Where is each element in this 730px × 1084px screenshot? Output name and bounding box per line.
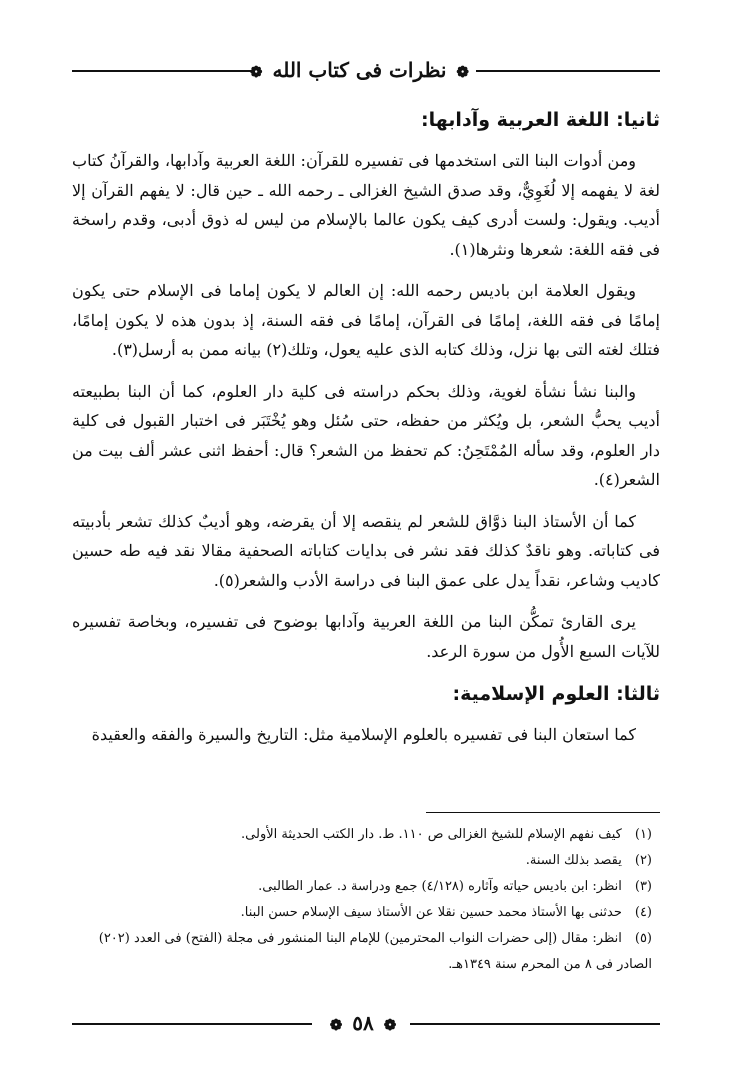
- header-rule-left: [72, 70, 254, 72]
- page-footer: [72, 1010, 660, 1040]
- header-rule-right: [476, 70, 660, 72]
- footnote-number: (٢): [634, 853, 652, 868]
- paragraph: كما أن الأستاذ البنا ذوَّاق للشعر لم ينقصه إلا أن يقرضه، وهو أديبٌ كذلك تشعر بأدبيته فى كتاباته. وهو ناقدٌ كذلك فقد نشر فى بدايات كتاباته الصحفية مقالا نقد فيه طه حسين كاديب وشاعر، نقداً يدل على عمق البنا فى دراسة الأدب والشعر(٥).: [72, 511, 661, 590]
- paragraph: ويقول العلامة ابن باديس رحمه الله: إن العالم لا يكون إماما فى الإسلام حتى يكون إمامًا فى فقه اللغة، إمامًا فى القرآن، إمامًا فى فقه السنة، إذ بدون هذه لا يكون إمامًا، فتلك لغته التى بها نزل، وذلك كتابه الذى عليه يعول، وتلك(٢) بيانه ممن به أرسل(٣).: [72, 281, 660, 359]
- footnote-text: انظر: مقال (إلى حضرات النواب المحترمين) للإمام البنا المنشور فى مجلة (الفتح) فى العدد (٢٠٢) الصادر فى ٨ من المحرم سنة ١٣٤٩هـ.: [98, 931, 652, 972]
- header-title-block: [249, 56, 472, 86]
- footnote: [72, 874, 660, 900]
- book-page: [72, 0, 660, 1084]
- footer-rule-right: [410, 1023, 660, 1025]
- section-heading-islamic: ثالثا: العلوم الإسلامية:: [452, 683, 660, 705]
- footnote-text: انظر: ابن باديس حياته وآثاره (٤/١٢٨) جمع ودراسة د. عمار الطالبى.: [258, 879, 622, 894]
- footnotes: [72, 822, 660, 978]
- page-number: ٥٨: [352, 1011, 374, 1035]
- paragraph: كما استعان البنا فى تفسيره بالعلوم الإسلامية مثل: التاريخ والسيرة والفقه والعقيدة: [91, 725, 636, 744]
- book-title: نظرات فى كتاب الله: [272, 58, 447, 82]
- footer-rule-left: [72, 1023, 312, 1025]
- footnote: [72, 926, 660, 978]
- running-header: [72, 56, 660, 86]
- footnote: [72, 900, 660, 926]
- page-number-block: [318, 1010, 408, 1038]
- paragraph: والبنا نشأ نشأة لغوية، وذلك بحكم دراسته فى كلية دار العلوم، كما أن البنا بطبيعته أديب يحبُّ الشعر، بل ويُكثر من حفظه، حتى سُئل وهو يُخْتَبَر فى اختبار القبول فى كلية دار العلوم، وقد سأله المُمْتَحِنُ: كم تحفظ من الشعر؟ قال: أحفظ اثنى عشر ألف بيت من الشعر(٤).: [72, 381, 660, 489]
- footnote-number: (٤): [634, 905, 652, 920]
- footnote-number: (١): [634, 827, 652, 842]
- main-text: [72, 104, 660, 762]
- footnote-text: يقصد بذلك السنة.: [525, 853, 622, 868]
- footnote-separator: [426, 812, 660, 813]
- paragraph: ومن أدوات البنا التى استخدمها فى تفسيره للقرآن: اللغة العربية وآدابها، والقرآنُ كتاب لغة لا يفهمه إلا لُغَوِيٌّ، وقد صدق الشيخ الغزالى ـ رحمه الله ـ حين قال: لا يفهم القرآن إلا أديب. ويقول: ولست أدرى كيف يكون عالما بالإسلام من ليس له ذوق أدبى، وقدم راسخة فى فقه اللغة: شعرها ونثرها(١).: [72, 151, 660, 259]
- ornament-icon: ❁: [329, 1015, 343, 1034]
- footnote-text: كيف نفهم الإسلام للشيخ الغزالى ص ١١٠. ط. دار الكتب الحديثة الأولى.: [241, 827, 622, 842]
- footnote-text: حدثنى بها الأستاذ محمد حسين نقلا عن الأستاذ سيف الإسلام حسن البنا.: [240, 905, 622, 920]
- paragraph: يرى القارئ تمكُّن البنا من اللغة العربية وآدابها بوضوح فى تفسيره، وبخاصة تفسيره للآيات السبع الأُول من سورة الرعد.: [72, 612, 660, 661]
- ornament-icon: ❁: [456, 62, 469, 81]
- section-heading-language: ثانيا: اللغة العربية وآدابها:: [421, 109, 660, 131]
- footnote-number: (٣): [634, 879, 652, 894]
- ornament-icon: ❁: [383, 1015, 397, 1034]
- footnote: [72, 822, 660, 848]
- footnote: [72, 848, 660, 874]
- footnote-number: (٥): [634, 931, 652, 946]
- ornament-icon: ❁: [249, 62, 263, 81]
